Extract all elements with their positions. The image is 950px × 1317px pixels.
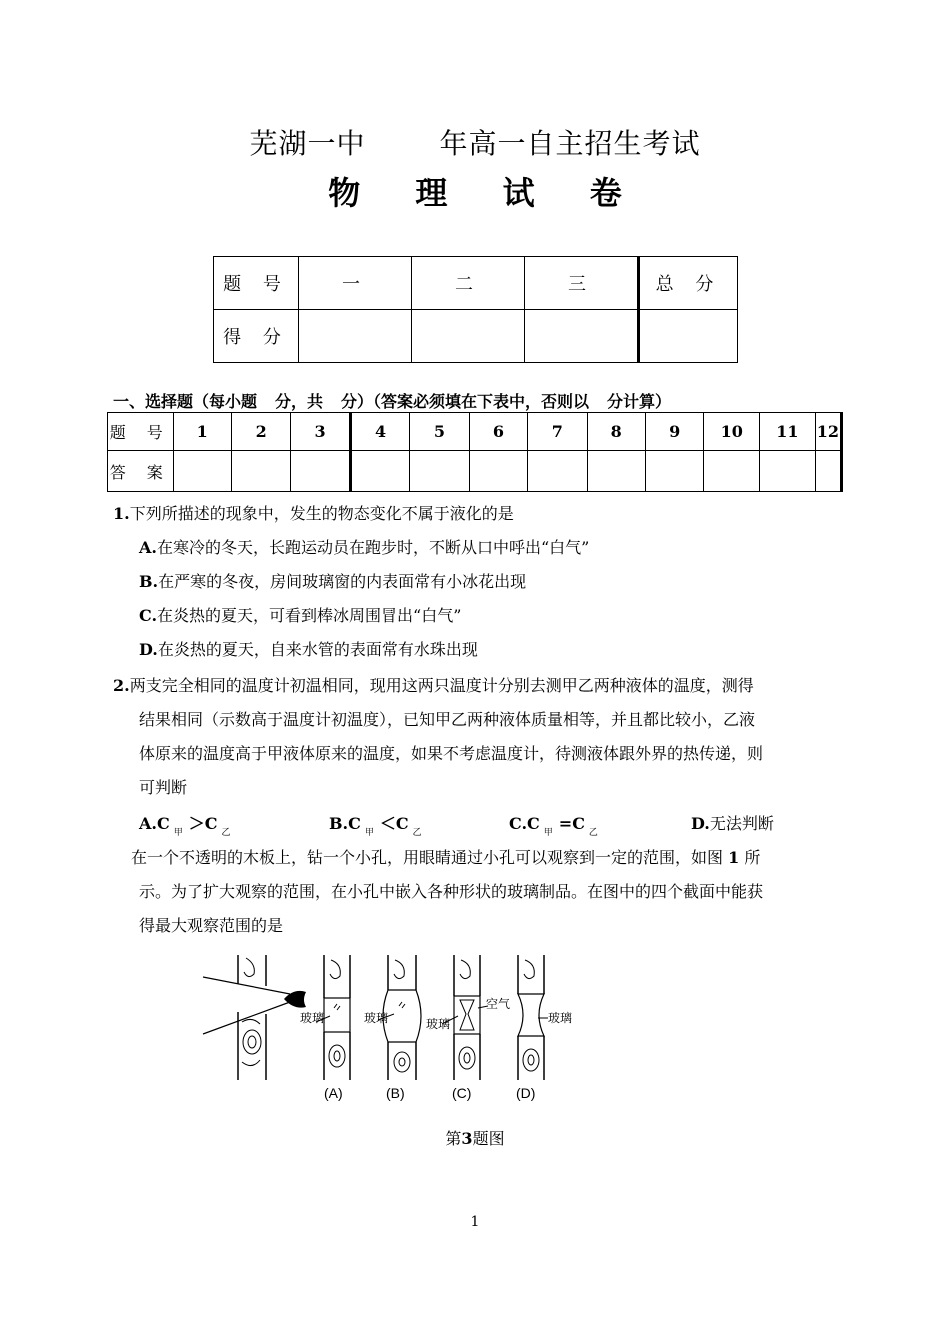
- q3-stem-line3: 得最大观察范围的是: [139, 916, 284, 935]
- answer-cell[interactable]: [528, 451, 587, 492]
- q2-option-a: A.C $_甲$ ＞C $_乙$: [139, 814, 231, 838]
- answer-cell[interactable]: [231, 451, 290, 492]
- label-glass-3: 玻璃: [426, 1017, 451, 1031]
- answer-num: 1: [173, 413, 231, 451]
- panel-d: [518, 955, 548, 1080]
- q1-option-a: A.在寒冷的冬天，长跑运动员在跑步时，不断从口中呼出“白气”: [139, 538, 590, 557]
- panel-label-d: (D): [516, 1085, 536, 1101]
- answer-row-label: 答 案: [108, 451, 174, 492]
- answer-cell[interactable]: [350, 451, 409, 492]
- label-air: 空气: [486, 997, 511, 1011]
- answer-cell[interactable]: [645, 451, 703, 492]
- board-plain: [238, 955, 266, 1080]
- answer-num: 8: [587, 413, 645, 451]
- answer-num: 11: [760, 413, 816, 451]
- score-header-total: 总 分: [639, 257, 738, 310]
- q2-stem-line3: 体原来的温度高于甲液体原来的温度，如果不考虑温度计，待测液体跟外界的热传递，则: [139, 744, 764, 763]
- answer-cell[interactable]: [410, 451, 469, 492]
- q2-option-d: D.无法判断: [691, 814, 774, 833]
- title-school: 芜湖一中: [249, 127, 366, 160]
- q1-stem: 1.下列所描述的现象中，发生的物态变化不属于液化的是: [113, 504, 514, 523]
- answer-cell[interactable]: [815, 451, 841, 492]
- q2-option-b: B.C $_甲$ ＜C $_乙$: [329, 814, 422, 838]
- panel-label-c: (C): [452, 1085, 472, 1101]
- score-cell-2[interactable]: [412, 310, 525, 363]
- label-glass-4: 玻璃: [548, 1011, 573, 1025]
- answer-table: [107, 412, 843, 492]
- answer-cell[interactable]: [291, 451, 350, 492]
- q1-option-c: C.在炎热的夏天，可看到棒冰周围冒出“白气”: [139, 606, 462, 625]
- exam-title: [0, 122, 950, 162]
- figure-caption: 第3题图: [445, 1129, 505, 1148]
- section-heading: 一、选择题（每小题 分，共 分）（答案必须填在下表中，否则以 分计算）: [113, 392, 672, 411]
- answer-num: 10: [704, 413, 760, 451]
- answer-cell[interactable]: [760, 451, 816, 492]
- q3-stem-line2: 示。为了扩大观察的范围，在小孔中嵌入各种形状的玻璃制品。在图中的四个截面中能获: [139, 882, 764, 901]
- view-line-upper: [203, 977, 290, 994]
- q1-option-b: B.在严寒的冬夜，房间玻璃窗的内表面常有小冰花出现: [139, 572, 527, 591]
- answer-num: 2: [231, 413, 290, 451]
- score-row-label: 得 分: [214, 310, 299, 363]
- figure-peephole: [198, 950, 573, 1105]
- panel-label-a: (A): [324, 1085, 343, 1101]
- title-exam: 年高一自主招生考试: [439, 127, 701, 160]
- answer-cell[interactable]: [469, 451, 527, 492]
- score-table: [213, 256, 738, 363]
- q3-stem-line1: 在一个不透明的木板上，钻一个小孔，用眼睛通过小孔可以观察到一定的范围，如图 1 所: [131, 848, 761, 867]
- score-cell-1[interactable]: [299, 310, 412, 363]
- label-glass-1: 玻璃: [300, 1011, 325, 1025]
- answer-cell[interactable]: [173, 451, 231, 492]
- score-header-3: 三: [525, 257, 639, 310]
- score-header-2: 二: [412, 257, 525, 310]
- score-cell-total[interactable]: [639, 310, 738, 363]
- answer-num: 12: [815, 413, 841, 451]
- answer-cell[interactable]: [587, 451, 645, 492]
- answer-num: 6: [469, 413, 527, 451]
- q2-stem-line4: 可判断: [139, 778, 188, 797]
- page-number: 1: [470, 1214, 480, 1230]
- label-glass-2: 玻璃: [364, 1011, 389, 1025]
- score-header-1: 一: [299, 257, 412, 310]
- q2-stem-line2: 结果相同（示数高于温度计初温度），已知甲乙两种液体质量相等，并且都比较小，乙液: [139, 710, 756, 729]
- answer-num-label: 题 号: [108, 413, 174, 451]
- panel-label-b: (B): [386, 1085, 405, 1101]
- score-header-label: 题 号: [214, 257, 299, 310]
- answer-num: 9: [645, 413, 703, 451]
- answer-num: 4: [350, 413, 409, 451]
- answer-cell[interactable]: [704, 451, 760, 492]
- q2-stem-line1: 2.两支完全相同的温度计初温相同，现用这两只温度计分别去测甲乙两种液体的温度，测得: [113, 676, 754, 695]
- answer-num: 3: [291, 413, 350, 451]
- answer-num: 7: [528, 413, 587, 451]
- answer-num: 5: [410, 413, 469, 451]
- score-cell-3[interactable]: [525, 310, 639, 363]
- q1-option-d: D.在炎热的夏天，自来水管的表面常有水珠出现: [139, 640, 478, 659]
- exam-subtitle: 物 理 试 卷: [328, 174, 644, 212]
- view-line-lower: [203, 1002, 290, 1034]
- q2-option-c: C.C $_甲$ =C $_乙$: [509, 814, 598, 838]
